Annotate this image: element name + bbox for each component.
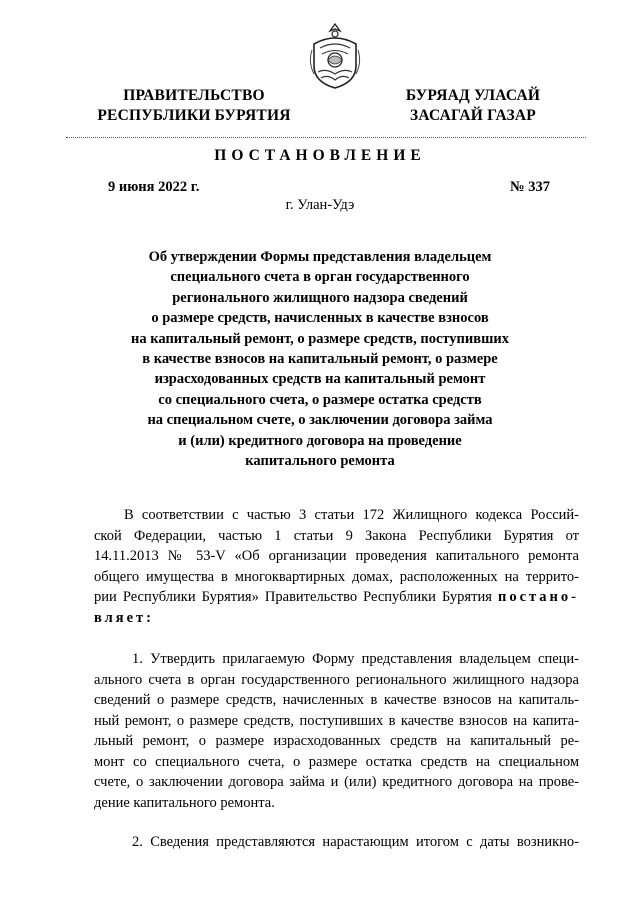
document-date: 9 июня 2022 г. <box>108 179 200 195</box>
paragraph-line: общего имущества в многоквартирных домах, расположенных на террито- <box>94 568 579 585</box>
title-line: со специального счета, о размере остатка средств <box>158 391 482 408</box>
paragraph-line: монт со специального счета, о размере остатка средств на специальном <box>94 753 579 770</box>
title-line: Об утверждении Формы представления владельцем <box>148 249 492 265</box>
header-left <box>92 86 296 126</box>
paragraph-line: счете, о заключении договора займа и (или) кредитного договора на прове- <box>94 774 579 790</box>
paragraph-line <box>94 608 579 629</box>
document-title <box>110 247 530 471</box>
paragraph-line: дение капитального ремонта. <box>94 794 275 811</box>
paragraph-line: ального счета в орган государственного регионального жилищного надзора <box>94 671 579 688</box>
paragraph-line: 2. Сведения представляются нарастающим итогом с даты возникно- <box>132 834 579 850</box>
coat-of-arms-icon <box>306 22 364 90</box>
paragraph-line: 1. Утвердить прилагаемую Форму представления владельцем специ- <box>132 651 579 667</box>
title-line: специального счета в орган государственного <box>170 269 470 286</box>
preamble-paragraph <box>94 505 579 628</box>
document-type: ПОСТАНОВЛЕНИЕ <box>214 147 426 164</box>
preamble-tail: рии Республики Бурятия» Правительство Республики Бурятия <box>94 589 492 605</box>
header-right <box>398 86 548 126</box>
document-city: г. Улан-Удэ <box>285 197 355 213</box>
paragraph-line: ской Федерации, частью 1 статьи 9 Закона Республики Бурятия от <box>94 527 579 544</box>
header-divider <box>66 137 586 138</box>
document-number: № 337 <box>510 179 550 195</box>
header-left-line-1: ПРАВИТЕЛЬСТВО <box>123 87 265 104</box>
item-1-paragraph <box>94 649 579 813</box>
paragraph-line: сведений о размере средств, начисленных в качестве взносов на капиталь- <box>94 692 579 708</box>
title-line: регионального жилищного надзора сведений <box>172 289 468 306</box>
title-line: на капитальный ремонт, о размере средств, поступивших <box>131 330 509 347</box>
title-line: в качестве взносов на капитальный ремонт, о размере <box>142 351 498 368</box>
title-line: израсходованных средств на капитальный ремонт <box>154 371 486 388</box>
title-line: на специальном счете, о заключении договора займа <box>147 412 493 429</box>
header-right-line-1: БУРЯАД УЛАСАЙ <box>405 87 541 104</box>
title-line: капитального ремонта <box>245 453 395 470</box>
paragraph-line <box>94 587 579 608</box>
resolution-word-part-1: постано- <box>497 589 579 605</box>
paragraph-line: льный ремонт, о размере израсходованных средств на капитальный ре- <box>94 733 579 749</box>
item-2-paragraph <box>94 832 579 853</box>
paragraph-line: 14.11.2013 № 53-V «Об организации проведения капитального ремонта <box>94 548 579 564</box>
paragraph-line: ный ремонт, о размере средств, поступивших в качестве взносов на капита- <box>94 712 579 729</box>
title-line: и (или) кредитного договора на проведение <box>178 432 462 449</box>
header-left-line-2: РЕСПУБЛИКИ БУРЯТИЯ <box>97 107 291 124</box>
title-line: о размере средств, начисленных в качестве взносов <box>151 310 489 327</box>
header-right-line-2: ЗАСАГАЙ ГАЗАР <box>410 107 536 124</box>
paragraph-line: В соответствии с частью 3 статьи 172 Жилищного кодекса Россий- <box>124 507 579 523</box>
resolution-word-part-2: вляет: <box>94 609 155 626</box>
